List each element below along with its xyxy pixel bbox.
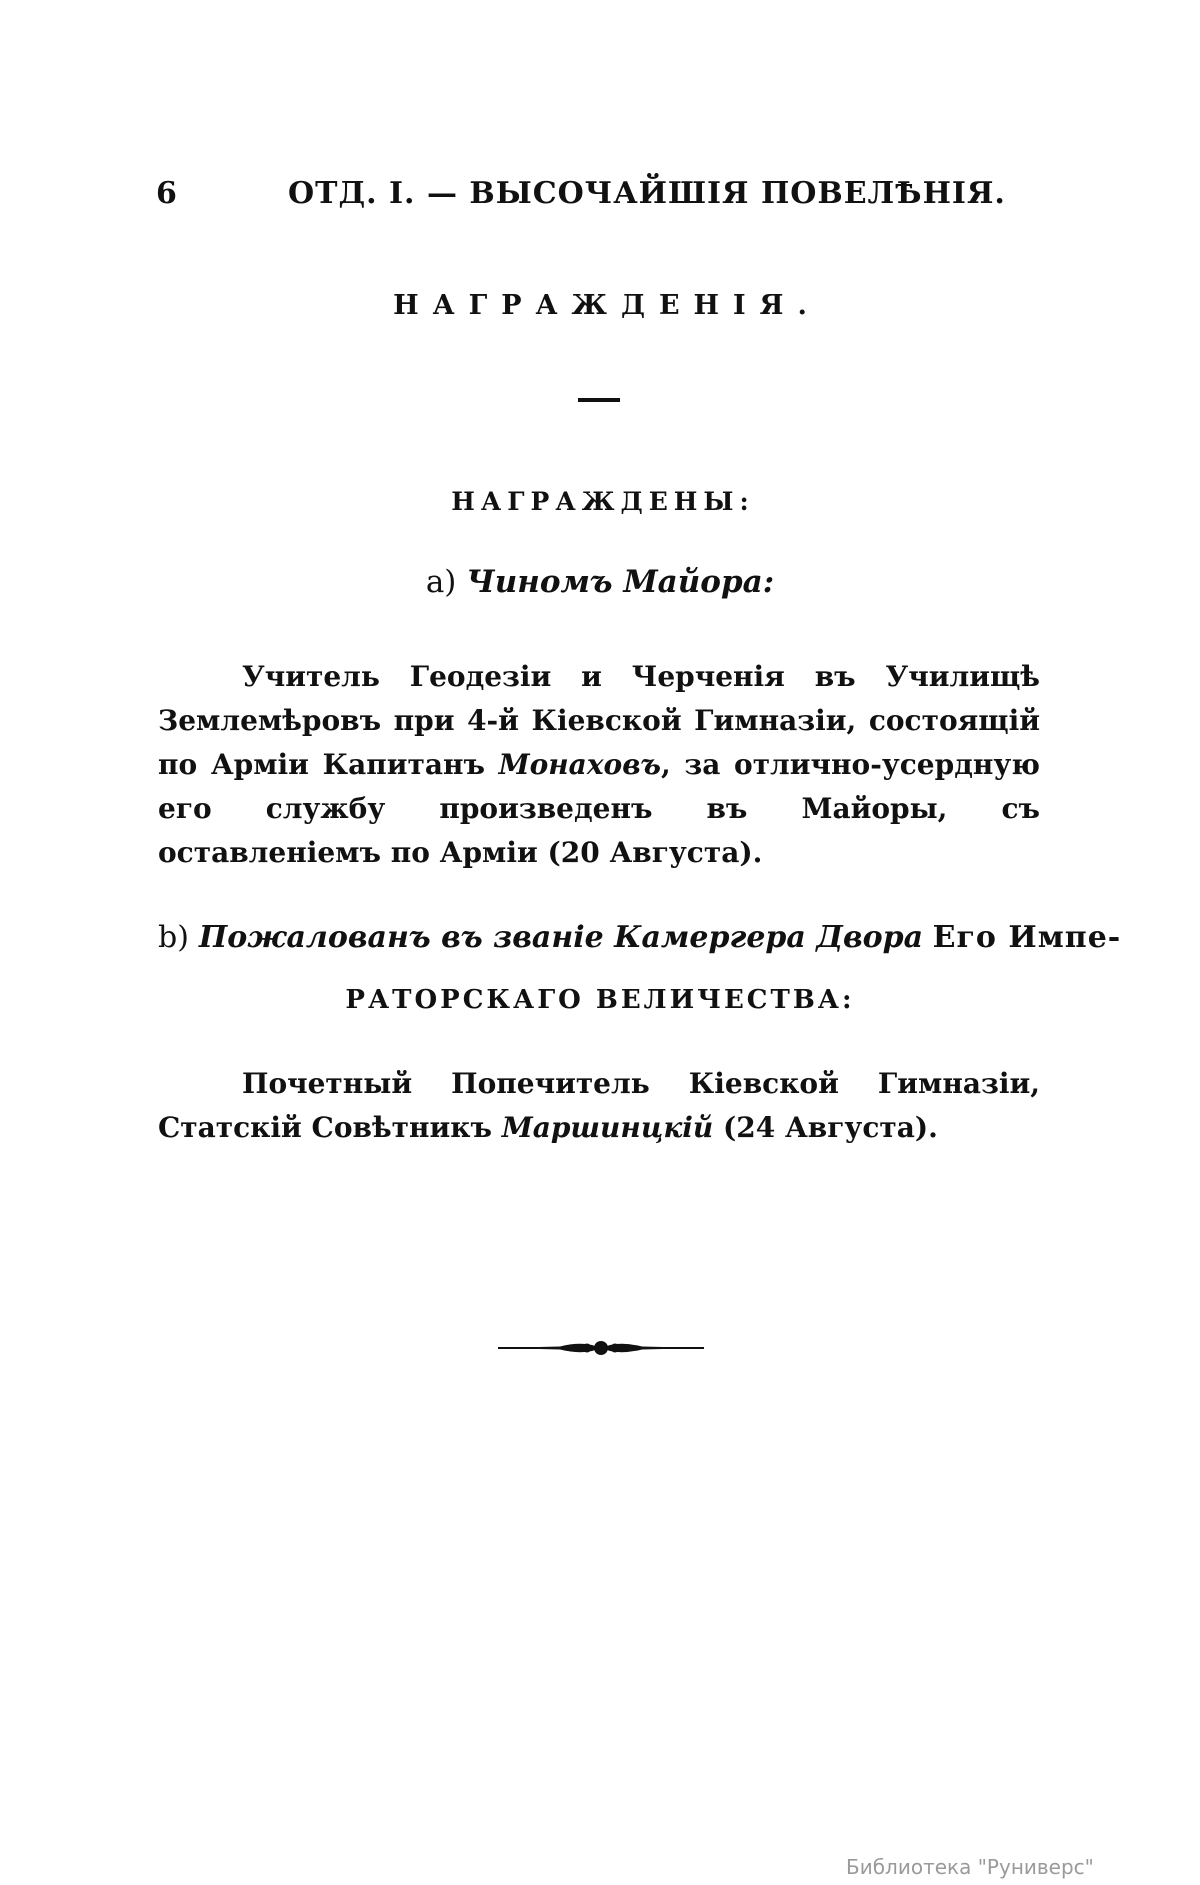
item-b-paragraph	[158, 1062, 1040, 1150]
page-number: 6	[156, 176, 178, 211]
end-ornament	[498, 1336, 704, 1360]
item-b-person-name: Маршинцкій	[501, 1111, 714, 1144]
item-b-heading	[158, 920, 1122, 955]
item-a-title: Чиномъ Майора:	[466, 564, 775, 600]
item-a-text-after: , за отлично-усердную его службу произведенъ въ Майоры, съ оставленіемъ по Арміи (20 Августа).	[158, 748, 1040, 869]
section-divider	[578, 398, 620, 402]
item-b-text-after: (24 Августа).	[713, 1111, 938, 1144]
item-a-marker: а)	[425, 564, 457, 600]
item-a-paragraph	[158, 655, 1040, 875]
item-b-title-italic: Пожалованъ въ званіе Камергера Двора	[198, 920, 924, 955]
item-b-text-before: Почетный Попечитель Кіевской Гимназіи, Статскій Совѣтникъ	[158, 1067, 1040, 1144]
item-a-text-before: Учитель Геодезіи и Черченія въ Училищѣ Землемѣровъ при 4-й Кіевской Гимназіи, состоящій по Арміи Капитанъ	[158, 660, 1040, 781]
item-a-heading	[0, 564, 1200, 600]
running-title: ОТД. I. — ВЫСОЧАЙШІЯ ПОВЕЛѢНІЯ.	[288, 176, 1006, 211]
item-a-person-name: Монаховъ	[498, 748, 661, 781]
item-b-title-upright: Его Импе-	[932, 920, 1122, 955]
subheading: НАГРАЖДЕНЫ:	[451, 487, 755, 516]
item-b-heading-continued: РАТОРСКАГО ВЕЛИЧЕСТВА:	[345, 985, 855, 1015]
library-watermark: Библиотека "Руниверс"	[846, 1855, 1094, 1879]
item-b-marker: b)	[158, 920, 189, 955]
running-head	[156, 176, 1056, 220]
section-title: НАГРАЖДЕНІЯ.	[393, 290, 821, 321]
